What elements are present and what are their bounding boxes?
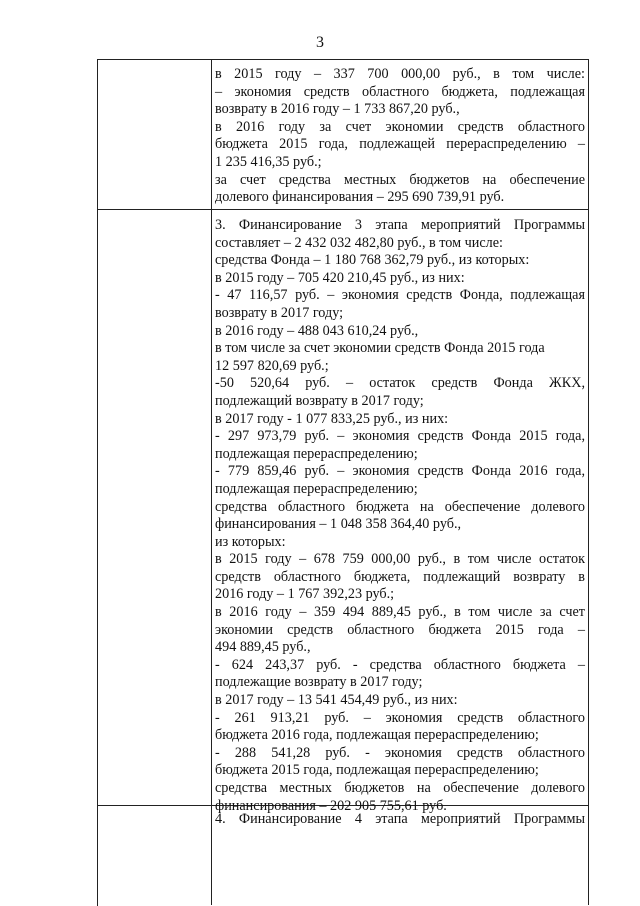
- text-line: в 2015 году – 705 420 210,45 руб., из них:: [215, 269, 465, 286]
- text-line: в 2016 году за счет экономии средств областного: [215, 118, 585, 135]
- text-line: 2016 году – 1 767 392,23 руб.;: [215, 586, 395, 603]
- text-line: - 297 973,79 руб. – экономия средств Фонда 2015 года,: [215, 428, 585, 445]
- text-line: долевого финансирования – 295 690 739,91 руб.: [215, 189, 505, 206]
- text-line: составляет – 2 432 032 482,80 руб., в том числе:: [215, 234, 503, 251]
- text-line: средств областного бюджета, подлежащий возврату в: [215, 568, 585, 585]
- page-number: 3: [316, 34, 324, 51]
- text-line: подлежащие возврату в 2017 году;: [215, 674, 423, 691]
- text-line: средства местных бюджетов на обеспечение долевого: [215, 780, 585, 796]
- text-line: - 47 116,57 руб. – экономия средств Фонда, подлежащая: [215, 287, 585, 304]
- text-line: 3. Финансирование 3 этапа мероприятий Программы: [215, 217, 585, 233]
- text-line: в 2017 году - 1 077 833,25 руб., из них:: [215, 410, 449, 427]
- text-line: - 624 243,37 руб. - средства областного бюджета –: [215, 656, 585, 673]
- text-line: в 2015 году – 678 759 000,00 руб., в том числе остаток: [215, 551, 585, 568]
- text-line: бюджета 2015 года, подлежащей перераспределению –: [215, 136, 585, 153]
- text-line: в 2015 году – 337 700 000,00 руб., в том числе:: [215, 66, 585, 82]
- text-line: - 288 541,28 руб. - экономия средств областного: [215, 744, 585, 761]
- text-line: средства Фонда – 1 180 768 362,79 руб., из которых:: [215, 252, 530, 269]
- text-line: подлежащий возврату в 2017 году;: [215, 392, 424, 409]
- text-line: -50 520,64 руб. – остаток средств Фонда ЖКХ,: [215, 375, 585, 392]
- column-divider: [211, 59, 212, 905]
- text-line: - 261 913,21 руб. – экономия средств областного: [215, 709, 585, 726]
- text-line: 12 597 820,69 руб.;: [215, 357, 329, 374]
- text-line: в том числе за счет экономии средств Фонда 2015 года: [215, 340, 545, 357]
- text-line: 4. Финансирование 4 этапа мероприятий Программы: [215, 811, 585, 827]
- table-right-border: [588, 59, 589, 905]
- text-block-stage2-continuation: [215, 66, 585, 207]
- text-line: из которых:: [215, 533, 286, 550]
- text-line: – экономия средств областного бюджета, подлежащая: [215, 83, 585, 100]
- text-line: подлежащая перераспределению;: [215, 445, 418, 462]
- text-line: экономии средств областного бюджета 2015 года –: [215, 621, 585, 638]
- text-line: возврату в 2017 году;: [215, 304, 344, 321]
- text-line: 494 889,45 руб.,: [215, 639, 311, 656]
- text-line: бюджета 2016 года, подлежащая перераспределению;: [215, 727, 539, 744]
- text-line: в 2016 году – 359 494 889,45 руб., в том числе за счет: [215, 604, 585, 621]
- text-line: 1 235 416,35 руб.;: [215, 153, 322, 170]
- text-block-stage3-financing: [215, 217, 585, 815]
- text-line: финансирования – 1 048 358 364,40 руб.,: [215, 516, 462, 533]
- text-line: в 2017 году – 13 541 454,49 руб., из них:: [215, 692, 458, 709]
- text-line: возврату в 2016 году – 1 733 867,20 руб.,: [215, 101, 460, 118]
- row-divider-1: [97, 209, 589, 210]
- text-line: в 2016 году – 488 043 610,24 руб.,: [215, 322, 419, 339]
- text-line: подлежащая перераспределению;: [215, 480, 418, 497]
- text-line: средства областного бюджета на обеспечение долевого: [215, 498, 585, 515]
- text-line: бюджета 2015 года, подлежащая перераспределению;: [215, 762, 539, 779]
- text-line: за счет средства местных бюджетов на обеспечение: [215, 171, 585, 188]
- text-line: финансирования – 202 905 755,61 руб.: [215, 797, 447, 814]
- text-line: - 779 859,46 руб. – экономия средств Фонда 2016 года,: [215, 463, 585, 480]
- text-block-stage4-financing: [215, 811, 585, 829]
